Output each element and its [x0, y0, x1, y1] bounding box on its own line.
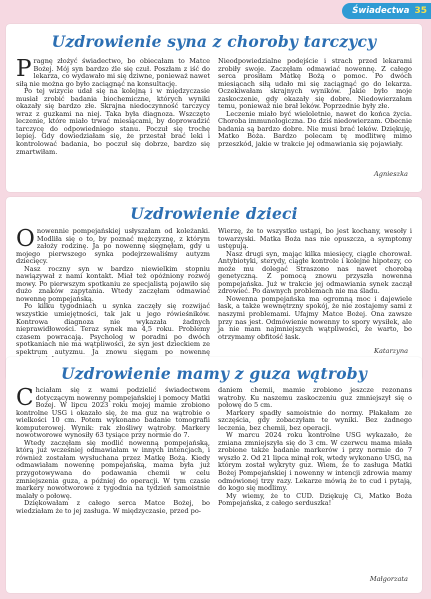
header-band — [0, 0, 431, 22]
article-body — [16, 387, 412, 515]
paragraph: Po tej wizycie udał się na kolejną i w międzyczasie musiał zrobić badania biochemiczne, których wyniki okazały się bardzo złe. Skrajna niedoczynność tarczycy wraz z guzkami na niej. Taka była diagnoza. Wszczęto leczenie, które miało trwać miesiącami, by doprowadzić tarczycę do odpowiedniego stanu. Poczuł się trochę lepiej. Gdy dowiedziałam się, że przestał brać leki i kontrolować badania, bo poczuł się dobrze, bardzo się zmartwiłam. — [16, 87, 210, 156]
paragraph: Chciałam się z wami podzielić świadectwem dotyczącym nowenny pompejańskiej i pomocy Matki Bożej. W lipcu 2023 roku mojej mamie zrobiono kontrolne USG i okazało się, że ma guz na wątrobie o wielkości 10 cm. Potem wykonano badanie tomografii komputerowej. Wynik: rak złośliwy wątroby. Markery nowotworowe wynosiły 63 tysiące przy normie do 7. — [16, 385, 210, 440]
section-label: Świadectwa — [352, 6, 410, 16]
article-card-2 — [6, 197, 422, 381]
section-tab — [342, 3, 431, 19]
paragraph: Wierzę, że to wszystko ustąpi, bo jest kochany, wesoły i towarzyski. Matka Boża nas nie opuszcza, a symptomy ustępują. — [218, 227, 412, 251]
right-column — [218, 228, 412, 364]
paragraph: Nieodpowiedzialne podejście i strach przed lekarami zrobiły swoje. Zaczęłam odmawiać nowennę. Z całego serca prosiłam Matkę Bożą o pomoc. Po dwóch miesiącach siłą udało mi się zaciągnąć go do lekarza. Oczekiwałam skrajnych wyników. Jakie było moje zaskoczenie, gdy okazały się dobre. Niedowierzałam temu, ponieważ nie brał leków. Poprzednie były złe. — [218, 57, 412, 111]
signature: Katarzyna — [374, 347, 408, 355]
drop-cap: O — [16, 226, 35, 252]
paragraph: Wtedy zaczęłam się modlić nowenną pompejańską, którą już wcześniej odmawiałam w innych intencjach, i również zostałam wysłuchana przez Matkę Bożą. Kiedy odmawiałam nowennę pompejańską, mama była już przygotowywana do podawania chemii w celu zmniejszenia guza, a później do operacji. W tym czasie markery nowotworowe z tygodnia na tydzień samoistnie malały o połowę. — [16, 438, 210, 500]
paragraph: Leczenie miało być wieloletnie, nawet do końca życia. Choroba immunologiczna. Do dziś niedowierzam. Obecnie badania są bardzo dobre. Nie musi brać leków. Dziękuję, Matko Boża. Bardzo polecam tę modlitwę mimo przeszkód, jakie w trakcie jej odmawiania się pojawiały. — [218, 109, 412, 149]
paragraph: W marcu 2024 roku kontrolne USG wykazało, że zmiana zmniejszyła się do 3 cm. W czerwcu mama miała zrobione także badanie markerów i przy normie do 7 wyszło 2. Od 21 lipca minął rok, wtedy wykonano USG, na którym został wykryty guz. Wiem, że to zasługa Matki Bożej Pompejańskiej i nowenny w intencji zdrowia mamy odmówionej trzy razy. Lekarze mówią że to cud i pytają, do kogo się modlimy. — [218, 431, 412, 493]
article-body — [16, 228, 412, 364]
paragraph: Nasz roczny syn w bardzo niewielkim stopniu nawiązywał z nami kontakt. Miał też opóźniony rozwój mowy. Po pierwszym spotkaniu ze specjalistą pojawiło się dużo znaków zapytania. Wtedy zaczęłam odmawiać nowennę pompejańską. — [16, 264, 210, 303]
article-title: Uzdrowienie syna z choroby tarczycy — [51, 32, 377, 51]
article-card-1 — [6, 24, 422, 192]
paragraph: daniem chemii, mamie zrobiono jeszcze rezonans wątroby. Ku naszemu zaskoczeniu guz zmniejszył się o połowę do 5 cm. — [218, 386, 412, 410]
drop-cap: C — [16, 385, 34, 411]
left-column — [16, 58, 210, 156]
paragraph: Po kilku tygodniach u synka zaczęły się rozwijać wszystkie umiejętności, tak jak u jego rówieśników. Kontrowa diagnoza nie wykazała żadnych nieprawidłowości. Teraz synek ma 4,5 roku. Problemy czasem powracają. Psycholog w poradni po dwóch spotkaniach nie ma wątpliwości, że syn jest dzieckiem ze spektrum autyzmu. Ja znowu sięgam po nowennę — [16, 302, 210, 356]
article-title: Uzdrowienie mamy z guza wątroby — [60, 364, 368, 383]
paragraph: Nowenna pompejańska ma ogromną moc i dajewiele łask, a także wewnętrzny spokój, że nie zostajemy sami z naszymi problemami. Ufajmy Matce Bożej. Ona zawsze przy nas jest. Odmówienie nowenny to spory wysiłek, ale ja nie mam najmniejszych wątpliwości, że warto, bo otrzymamy obfitość łask. — [218, 294, 412, 341]
article-card-3 — [6, 357, 422, 593]
paragraph: Nasz drugi syn, mając kilka miesięcy, ciągle chorował. Antybiotyki, sterydy, ciągłe kontrole i kolejne hipotezy, co może mu dolegać Straszono nas nawet chorobą genetyczną. Z pomocą znowu przyszła nowenna pompejańska. Już w trakcie jej odmawiania synek zaczął zdrowieć. Po dawnych problemach nie ma śladu. — [218, 249, 412, 296]
left-column — [16, 387, 210, 515]
paragraph: Pragnę złożyć świadectwo, bo obiecałam to Matce Bożej. Mój syn bardzo źle się czuł. Poszłam z iść do lekarza, co wydawało mi się dziwne, ponieważ nawet siłą nie można go było zaciągnąć na konsultację. — [16, 56, 210, 88]
article-title: Uzdrowienie dzieci — [130, 204, 298, 223]
drop-cap: P — [16, 56, 32, 82]
paragraph: My wiemy, że to CUD. Dziękuję Ci, Matko Boża Pompejańska, z całego serduszka! — [218, 491, 412, 508]
left-column — [16, 228, 210, 364]
article-body — [16, 58, 412, 156]
right-column — [218, 58, 412, 156]
signature: Małgorzata — [369, 575, 408, 583]
right-column — [218, 387, 412, 515]
paragraph: Markery spadły samoistnie do normy. Płakałam ze szczęścia, gdy zobaczyłam te wyniki. Bez żadnego leczenia, bez chemii, bez operacji. — [218, 408, 412, 432]
paragraph: Onowennie pompejańskiej usłyszałam od koleżanki. Modliła się o to, by poznać mężczyznę, z którym założy rodzinę. Ja po nowennę sięgnęłam, gdy u mojego pierwszego synka podejrzewaliśmy autyzm dziecięcy. — [16, 226, 210, 266]
page-number: 35 — [414, 6, 427, 16]
paragraph: Dziękowałam z całego serca Matce Bożej, bo wiedziałam że to jej zasługa. W międzyczasie, przed po- — [16, 499, 210, 515]
signature: Agnieszka — [373, 170, 408, 178]
